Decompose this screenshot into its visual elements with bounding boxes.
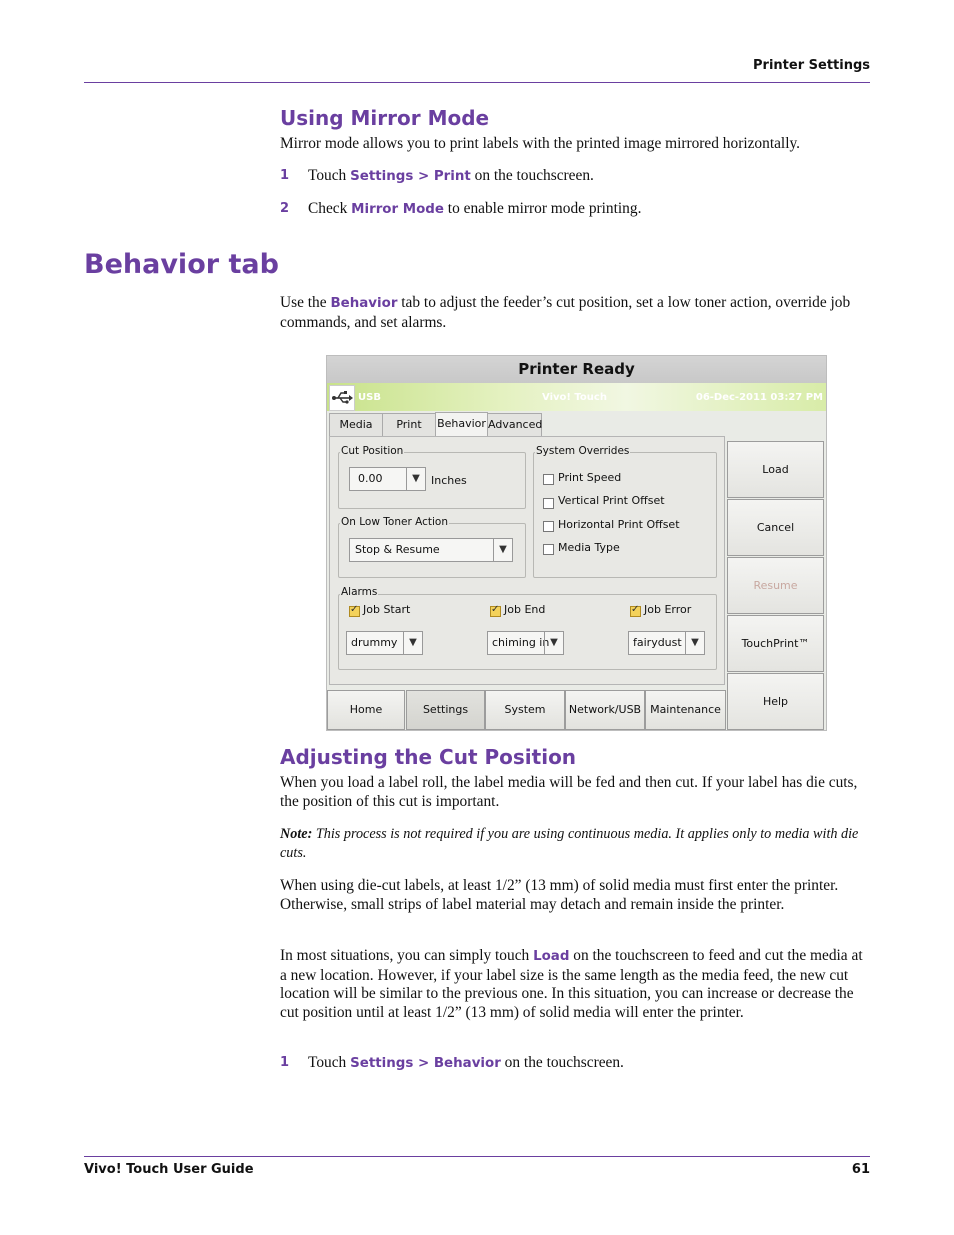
cut-paragraph-2: When using die-cut labels, at least 1/2” (13 mm) of solid media must first enter the printer. Otherwise, small strips of label material may detach and remain inside the printer. (280, 877, 839, 913)
chevron-down-icon: ▼ (406, 468, 425, 490)
cut-position-select[interactable] (349, 467, 426, 491)
mirror-intro: Mirror mode allows you to print labels with the printed image mirrored horizontally. (280, 135, 801, 152)
alarm-job-error-sound: fairydust (633, 636, 682, 649)
intro-keyword: Behavior (330, 296, 398, 311)
paragraph-text: In most situations, you can simply touch (280, 947, 534, 964)
mirror-step-1 (308, 167, 594, 185)
alarm-job-start-select[interactable] (346, 631, 423, 655)
override-vertical-offset-checkbox[interactable] (543, 498, 554, 509)
page-number: 61 (851, 1162, 870, 1177)
cut-step-1-number: 1 (280, 1055, 290, 1070)
tab-media[interactable]: Media (329, 413, 383, 437)
low-toner-value: Stop & Resume (355, 543, 440, 556)
override-print-speed-label: Print Speed (558, 471, 622, 484)
date-time: 06-Dec-2011 03:27 PM (695, 392, 823, 403)
nav-maintenance[interactable]: Maintenance (645, 690, 726, 730)
connection-status: USB (358, 392, 381, 403)
cut-paragraph-3 (280, 947, 870, 1023)
override-horizontal-offset-label: Horizontal Print Offset (558, 518, 680, 531)
paragraph-text: on the touchscreen to feed and cut the media at a new location. However, if your label size is the same length as the media feed, the new cut location will be similar to the previous one. In this situation, you can increase or decrease the cut position until at least 1/2” (13 mm) of solid media will enter the printer. (280, 947, 863, 1022)
nav-settings[interactable]: Settings (406, 690, 485, 730)
running-header: Printer Settings (753, 58, 870, 73)
intro-text: Use the (280, 294, 331, 311)
step-text: Touch (308, 1054, 351, 1071)
step-keyword: Settings > Print (350, 169, 471, 184)
step-keyword: Settings > Behavior (350, 1056, 501, 1071)
cut-position-unit: Inches (431, 474, 467, 487)
alarm-job-end-checkbox[interactable] (490, 606, 501, 617)
mirror-step-1-number: 1 (280, 168, 290, 183)
cut-heading: Adjusting the Cut Position (280, 745, 577, 769)
cut-position-value: 0.00 (358, 472, 383, 485)
header-rule (84, 82, 870, 83)
status-bar (327, 383, 826, 411)
resume-button[interactable]: Resume (727, 557, 824, 614)
touchprint-button[interactable]: TouchPrint™ (727, 615, 824, 672)
chevron-down-icon: ▼ (685, 632, 704, 654)
tab-behavior[interactable]: Behavior (435, 412, 488, 437)
alarm-job-end-sound: chiming in (492, 636, 550, 649)
usb-icon (329, 385, 355, 411)
nav-network-usb[interactable]: Network/USB (565, 690, 645, 730)
paragraph-keyword: Load (533, 949, 570, 964)
device-name: Vivo! Touch (542, 392, 607, 403)
screen-title: Printer Ready (327, 356, 826, 383)
override-media-type-checkbox[interactable] (543, 544, 554, 555)
mirror-heading: Using Mirror Mode (280, 106, 490, 130)
cancel-button[interactable]: Cancel (727, 499, 824, 556)
note-label: Note: (280, 826, 313, 842)
touchscreen-screenshot (326, 355, 827, 731)
footer-rule (84, 1156, 870, 1157)
chevron-down-icon: ▼ (544, 632, 563, 654)
alarm-job-start-sound: drummy (351, 636, 398, 649)
load-button[interactable]: Load (727, 441, 824, 498)
alarm-job-start-checkbox[interactable] (349, 606, 360, 617)
alarm-job-error-label: Job Error (644, 603, 692, 616)
behavior-heading: Behavior tab (84, 249, 279, 280)
override-media-type-label: Media Type (558, 541, 620, 554)
chevron-down-icon: ▼ (493, 539, 512, 561)
nav-system[interactable]: System (485, 690, 565, 730)
system-overrides-label: System Overrides (536, 445, 630, 457)
tab-advanced[interactable]: Advanced (487, 413, 542, 437)
intro-text: tab to adjust the feeder’s cut position, set a low toner action, override job commands, and set alarms. (280, 294, 851, 331)
step-text: to enable mirror mode printing. (443, 200, 642, 217)
footer-title: Vivo! Touch User Guide (84, 1162, 254, 1177)
alarm-job-error-checkbox[interactable] (630, 606, 641, 617)
alarms-label: Alarms (341, 586, 378, 598)
note-text: This process is not required if you are using continuous media. It applies only to media with die cuts. (280, 826, 859, 861)
mirror-step-2 (308, 200, 641, 218)
step-text: on the touchscreen. (500, 1054, 624, 1071)
step-text: on the touchscreen. (470, 167, 594, 184)
override-horizontal-offset-checkbox[interactable] (543, 521, 554, 532)
alarm-job-error-select[interactable] (628, 631, 705, 655)
nav-home[interactable]: Home (327, 690, 405, 730)
cut-note (280, 825, 870, 863)
cut-paragraph-1: When you load a label roll, the label media will be fed and then cut. If your label has die cuts, the position of this cut is important. (280, 774, 858, 810)
low-toner-label: On Low Toner Action (341, 516, 448, 528)
override-vertical-offset-label: Vertical Print Offset (558, 494, 665, 507)
override-print-speed-checkbox[interactable] (543, 474, 554, 485)
mirror-step-2-number: 2 (280, 201, 290, 216)
step-text: Check (308, 200, 352, 217)
cut-position-label: Cut Position (341, 445, 404, 457)
behavior-intro (280, 294, 870, 332)
alarm-job-end-label: Job End (504, 603, 546, 616)
step-keyword: Mirror Mode (351, 202, 444, 217)
alarm-job-end-select[interactable] (487, 631, 564, 655)
low-toner-select[interactable] (349, 538, 513, 562)
behavior-panel (329, 436, 725, 685)
alarm-job-start-label: Job Start (363, 603, 411, 616)
cut-step-1 (308, 1054, 624, 1072)
chevron-down-icon: ▼ (403, 632, 422, 654)
step-text: Touch (308, 167, 351, 184)
help-button[interactable]: Help (727, 673, 824, 730)
tab-print[interactable]: Print (382, 413, 436, 437)
